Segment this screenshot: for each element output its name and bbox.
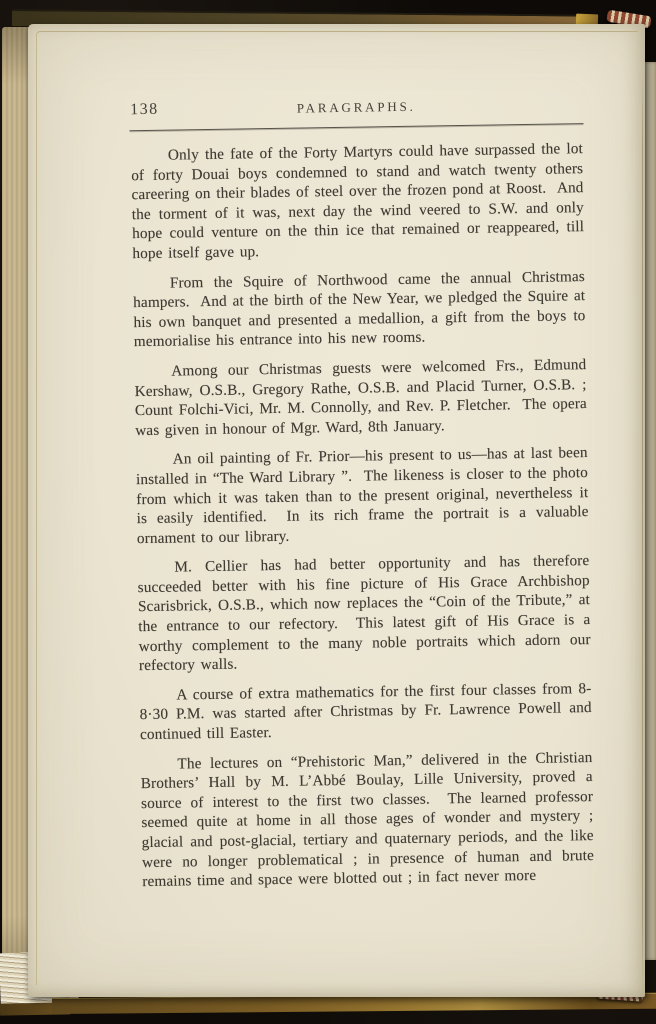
running-title: PARAGRAPHS. [296, 98, 416, 116]
page-header [130, 94, 582, 123]
book-page [28, 24, 645, 997]
paragraphs [131, 139, 595, 892]
printed-content [22, 19, 654, 1002]
paragraph: Only the fate of the Forty Martyrs could have surpassed the lot of forty Douai boys condemned to stand and watch twenty others careering on their blades of steel over the frozen pond at Roost. And the torment of it was, next day the wind veered to S.W. and only hope could venture on the thin ice that remained or reappeared, till hope itself gave up. [131, 140, 585, 263]
paragraph: The lectures on “Prehistoric Man,” delivered in the Christian Brothers’ Hall by M. L’Abbé Boulay, Lille University, proved a source of interest to the first two classes. The learned professor seemed quite at home in all those ages of wonder and mystery ; glacial and post-glacial, tertiary and quaternary periods, and the like were no longer problematical ; in presence of human and brute remains time and space were blotted out ; in fact never more [140, 748, 595, 891]
paragraph: From the Squire of Northwood came the annual Christmas hampers. And at the birth of the New Year, we pledged the Squire at his own banquet and presented a medallion, a gift from the boys to memorialise his entrance into his new rooms. [133, 267, 586, 351]
paragraph: An oil painting of Fr. Prior—his present to us—has at last been installed in “The Ward Library ”. The likeness is closer to the photo from which it was taken than to the present original, nevertheless it is easily identified. In its rich frame the portrait is a valuable ornament to our library. [135, 444, 589, 547]
paragraph: A course of extra mathematics for the first four classes from 8-8·30 P.M. was started after Christmas by Fr. Lawrence Powell and continued till Easter. [139, 679, 592, 744]
header-rule [130, 123, 584, 131]
page-number: 138 [130, 100, 159, 119]
paragraph: M. Cellier has had better opportunity and has therefore succeeded better with his fine picture of His Grace Archbishop Scarisbrick, O.S.B., which now replaces the “Coin of the Tribute,” at the entrance to our refectory. This latest gift of His Grace is a worthy complement to the many noble portraits which adorn our refectory walls. [137, 552, 591, 675]
paragraph: Among our Christmas guests were welcomed Frs., Edmund Kershaw, O.S.B., Gregory Rathe, O.S.B. and Placid Turner, O.S.B. ; Count Folchi-Vici, Mr. M. Connolly, and Rev. P. Fletcher. The opera was given in honour of Mgr. Ward, 8th January. [134, 356, 588, 439]
